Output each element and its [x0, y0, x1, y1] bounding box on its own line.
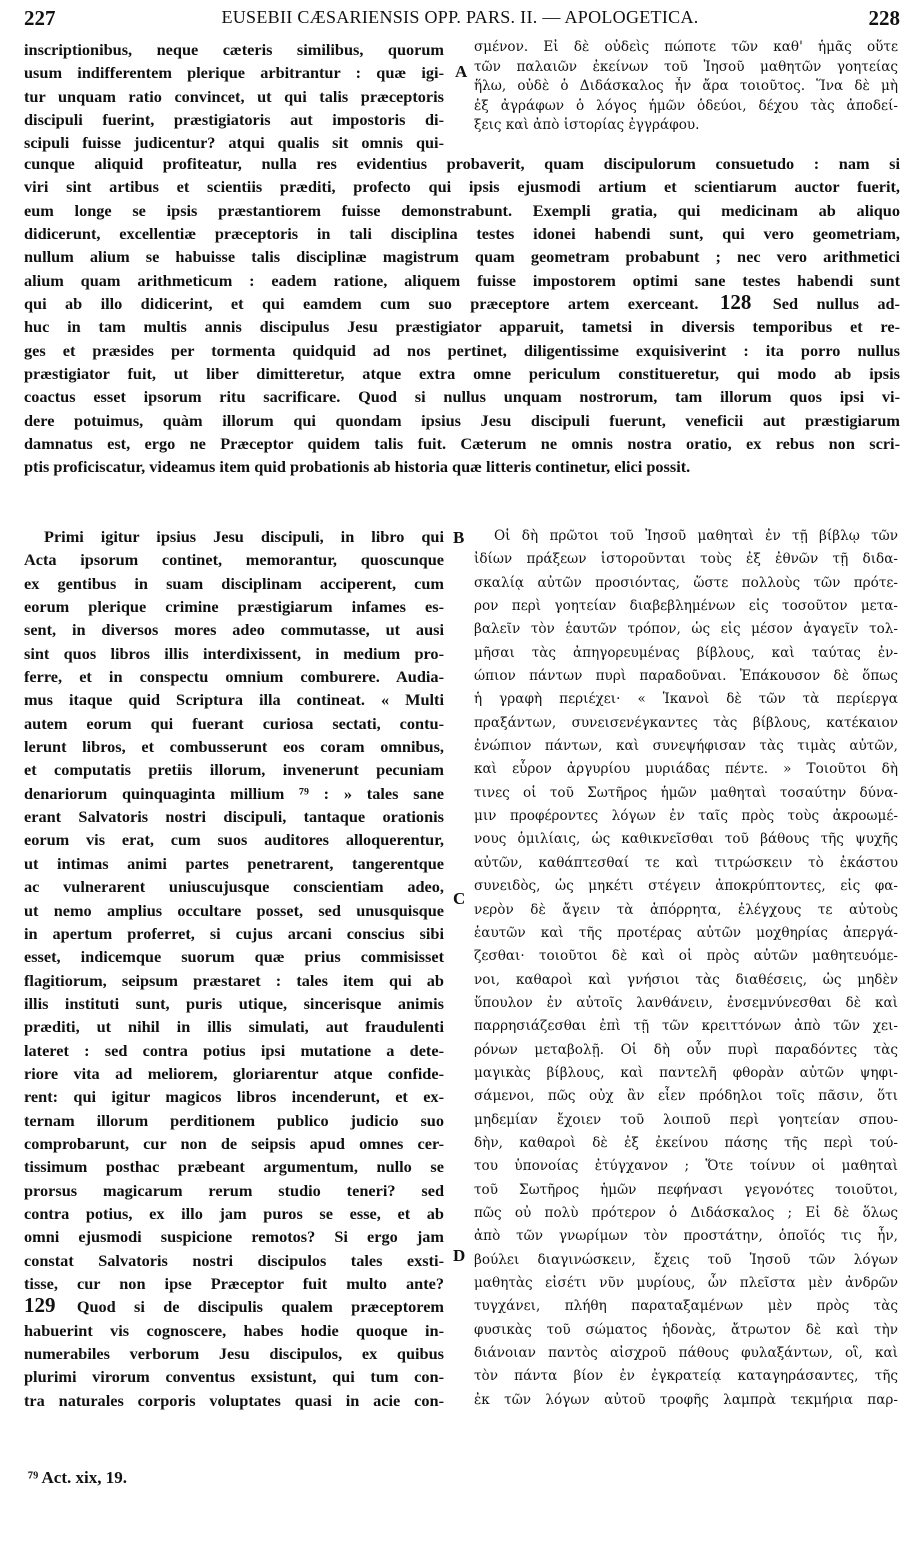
- text-line: omni ejusmodi suspicione remotos? Si ergo jam: [24, 1227, 444, 1247]
- text-line: scipuli fuisse judicentur? atqui qualis sit omnis qui-: [24, 133, 444, 153]
- text-line: contra potius, ex illo jam puros se esse, et ab: [24, 1203, 444, 1223]
- text-line: præditi, ut nihil in illis simulati, aut fraudulenti: [24, 1017, 444, 1037]
- text-line: sint quos libros illis interdixissent, in medium pro-: [24, 643, 444, 663]
- text-line: riore vita ad meliorem, gloriarentur atque confide-: [24, 1063, 444, 1083]
- text-line: ρον περὶ γοητείαν διαβεβλημένων εἰς τοσοῦτον μετα-: [474, 598, 898, 615]
- text-line: damnatus est, ergo ne Præceptor quidem talis fuit. Cæterum ne omnis nostra oratio, ex rebus non scri-: [24, 434, 900, 454]
- line-part: Sed nullus ad-: [772, 294, 900, 314]
- text-line: ferre, et in conspectu omnium comburere. Audia-: [24, 667, 444, 687]
- text-line: τῶν παλαιῶν ἐκείνων τοῦ Ἰησοῦ μαθητῶν γοητείας: [474, 58, 898, 75]
- text-line: ut nemo amplius occultare posset, sed unusquisque: [24, 900, 444, 920]
- text-line: cunque aliquid profiteatur, nulla res evidentius probaverit, quam discipulorum consuetudo : nam si: [24, 154, 900, 173]
- text-line: inscriptionibus, neque cæteris similibus, quorum: [24, 40, 444, 59]
- text-line: autem eorum qui fuerant curiosa sectati, contu-: [24, 713, 444, 733]
- text-line: σκαλίᾳ αὐτῶν προσιόντας, ὥστε πολλοὺς τῶν πρότε-: [474, 574, 898, 591]
- text-line: mus itaque quid Scriptura illa contineat. « Multi: [24, 690, 444, 710]
- text-line: νερὸν δὲ ἄγειν τὰ ἀπόρρητα, ἐλέγχους τε αὐτοὺς: [474, 901, 898, 918]
- text-line: denariorum quinquaginta millium ⁷⁹ : » tales sane: [24, 783, 444, 803]
- text-line: του ὑπονοίας ἐτύγχανον ; Ὅτε τοίνυν οἱ μαθηταὶ: [474, 1158, 898, 1175]
- text-line: διάνοιαν παντὸς αἰσχροῦ πάθους φυλαξάντων, οἳ, καὶ: [474, 1345, 898, 1362]
- text-line: τὸν πάντα βίον ἐν ἐγκρατείᾳ καταγηράσαντες, τῆς: [474, 1368, 898, 1385]
- text-line: tissimum posthac præbeant argumentum, nullo se: [24, 1157, 444, 1177]
- left-latin-column: [24, 525, 444, 1412]
- text-line: πραξάντων, συνεισενέγκαντες τὰς βίβλους, κατέκαιον: [474, 714, 898, 731]
- section-number-129: 129: [24, 1295, 56, 1318]
- text-line: ex gentibus in suam disciplinam acciperent, cum: [24, 573, 444, 593]
- text-line: μαθητὰς εἰσέτι νῦν μυρίους, ὧν πλεῖστα μὲν ἀνδρῶν: [474, 1275, 898, 1291]
- line-part: qui ab illo didicerint, et qui eamdem cum suo præceptore artem exerceant.: [24, 294, 699, 314]
- text-line: ρόνων μεταβολῇ. Οἱ δὴ οὖν πυρὶ παραδόντες τὰς: [474, 1041, 898, 1058]
- text-line: didicerunt, excellentiæ præceptoris in tali disciplina testes idonei habendi sunt, qui vero geometriam,: [24, 224, 900, 244]
- text-line: flagitiorum, seipsum præstaret : tales item qui ab: [24, 970, 444, 990]
- text-line: ώπιον πάντων πυρὶ παραδοῦναι. Ἐπάκουσον δὲ ὅπως: [474, 668, 898, 685]
- text-line: μῆσαι τὰς ἀπηγορευμένας βίβλους, καὶ ταύτας ἐν-: [474, 644, 898, 661]
- footnote: ⁷⁹ Act. xix, 19.: [28, 1468, 127, 1487]
- text-line: ac vulnerarent uniuscujusque conscientiam adeo,: [24, 877, 444, 897]
- text-line: præstigiator fuit, ut liber dimitteretur, atque extra omne periculum constitueretur, qui modo ab ipsis: [24, 364, 900, 384]
- text-line: ξεις καὶ ἀπὸ ἱστορίας ἐγγράφου.: [474, 117, 700, 133]
- text-line: lateret : sed contra potius ipsi mutatione a dete-: [24, 1040, 444, 1060]
- text-line: tra naturales corporis voluptates quasi in acie con-: [24, 1390, 444, 1410]
- text-line: habuerint vis cognoscere, habes hodie quoque in-: [24, 1320, 444, 1340]
- text-line: καὶ εὗρον ἀργυρίου μυριάδας πέντε. » Τοιοῦτοι δὴ: [474, 761, 898, 778]
- margin-letter-c: C: [453, 889, 466, 908]
- text-line-with-section-128: [24, 292, 900, 315]
- text-line: eorum plerique crimine præstigiarum infames es-: [24, 597, 444, 617]
- text-line: σάμενοι, πῶς οὐχ ἂν εἶεν πρόδηλοι τοῖς πᾶσιν, ὅτι: [474, 1088, 898, 1105]
- text-line: ἐνώπιον πάντων, καὶ συνεψήφισαν τὰς τιμὰς αὐτῶν,: [474, 738, 898, 755]
- text-line: βούλει διαγινώσκειν, ἔχεις τοῦ Ἰησοῦ τῶν λόγων: [474, 1251, 898, 1268]
- text-line: ἐκ τῶν λόγων αὐτοῦ τροφῆς λαμπρὰ τεκμήρια παρ-: [474, 1391, 898, 1408]
- text-line: μιν προφέροντες λόγων ἐν ταῖς πρὸς τοὺς ἀκροωμέ-: [474, 808, 898, 825]
- text-line: αὐτῶν, καθάπτεσθαί τε καὶ τιτρώσκειν τὸ ἑκάστου: [474, 854, 898, 871]
- text-line: rent: qui igitur magicos libros incenderunt, et ex-: [24, 1087, 444, 1107]
- text-line: ges et præsides per tormenta quidquid ad nos pertinet, diligentissime exquisiverint : ita porro nullus: [24, 340, 900, 360]
- text-line: ζεσθαι· τοιοῦτοι δὲ καὶ οἱ πρὸς αὐτῶν μαθητευόμε-: [474, 948, 898, 965]
- page-number-right: 228: [868, 6, 900, 30]
- text-line-with-section-129: [24, 1295, 444, 1318]
- text-line: erant Salvatoris nostri discipuli, tantaque orationis: [24, 807, 444, 827]
- text-line: tur unquam ratio convincet, ut qui talis præceptoris: [24, 86, 444, 106]
- text-line: illis instituti sunt, puris utique, sincerisque animis: [24, 993, 444, 1013]
- text-line: παρρησιάζεσθαι ἐπὶ τῇ τῶν κρειττόνων ἀπὸ τῶν χει-: [474, 1018, 898, 1035]
- text-line: σμένον. Εἰ δὲ οὐδεὶς πώποτε τῶν καθ' ἡμᾶς οὕτε: [474, 39, 898, 55]
- text-line: τοῦ Σωτῆρος ἡμῶν πεφήνασι γεγονότες τοιοῦτοι,: [474, 1181, 898, 1198]
- margin-letter-a: A: [455, 62, 468, 81]
- text-line: φυσικὰς τοῦ σώματος ἡδονὰς, ἄτρωτον δὲ καὶ τὴν: [474, 1321, 898, 1338]
- text-line: Primi igitur ipsius Jesu discipuli, in libro qui: [44, 527, 444, 546]
- running-title: EUSEBII CÆSARIENSIS OPP. PARS. II. — APOLOGETICA.: [221, 7, 699, 27]
- full-width-latin-paragraph: [24, 152, 900, 479]
- text-line: esset, indicemque suorum quæ prius commisisset: [24, 947, 444, 967]
- top-latin-column: [24, 38, 444, 155]
- text-line: νους ὁμιλίαις, ὡς καθικνεῖσθαι τοῦ βάθους τῆς ψυχῆς: [474, 831, 898, 848]
- margin-letter-d: D: [453, 1246, 466, 1265]
- text-line: prorsus magicarum rerum studio teneri? sed: [24, 1180, 444, 1200]
- right-greek-column: [474, 525, 898, 1412]
- text-line: πῶς οὐ πολὺ πρότερον ὁ Διδάσκαλος ; Εἰ δὲ ὅλως: [474, 1204, 898, 1221]
- text-line: constat Salvatoris nostri discipulos tales exsti-: [24, 1250, 444, 1270]
- text-line: alium quam arithmeticum : eadem ratione, aliquem fuisse impostorem optimi sane testes habendi sunt: [24, 270, 900, 290]
- text-line: ἥλω, οὐδὲ ὁ Διδάσκαλος ἦν ἄρα τοιοῦτος. Ἵνα δὲ μὴ: [474, 78, 898, 94]
- text-line: viri sint artibus et scientiis præditi, profecto qui ipsis ejusmodi artium et scientiarum auctor fuerit,: [24, 177, 900, 197]
- text-line: ὕπουλον ἐν αὐτοῖς λανθάνειν, ἐνσεμνύνεσθαι δὲ καὶ: [474, 994, 898, 1011]
- text-line: ἀπὸ τῶν γνωρίμων τὸν προστάτην, ὁποῖός τις ἦν,: [474, 1228, 898, 1245]
- text-line: νοι, καθαροὶ καὶ γνήσιοι τὰς διαθέσεις, ὡς μηδὲν: [474, 971, 898, 988]
- margin-letter-b: B: [453, 528, 465, 547]
- text-line: μαγικὰς βίβλους, καὶ παντελῆ φθορὰν αὐτῶν ψηφι-: [474, 1064, 898, 1081]
- text-line: et computatis pretiis illorum, invenerunt pecuniam: [24, 760, 444, 780]
- section-number-128: 128: [719, 292, 752, 315]
- text-line: δὴν, καθαροὶ δὲ ἐξ ἐκείνου πάσης τῆς περὶ τού-: [474, 1134, 898, 1151]
- line-part: Quod si de discipulis qualem præceptorem: [76, 1297, 444, 1317]
- text-line: eorum vis erat, cum suos auditores alloquerentur,: [24, 830, 444, 850]
- text-line: nullum alium se habuisse talis disciplinæ magistrum quam geometram probabunt ; nec vero arithmetici: [24, 247, 900, 267]
- text-line: ἑαυτῶν καὶ τῆς προτέρας αὐτῶν μοχθηρίας ἀπεργά-: [474, 924, 898, 941]
- text-line: usum indifferentem plerique arbitrantur : quæ igi-: [24, 63, 444, 83]
- text-line: Οἱ δὴ πρῶτοι τοῦ Ἰησοῦ μαθηταὶ ἐν τῇ βίβλῳ τῶν: [494, 528, 898, 544]
- text-line: συνειδὸς, ὡς μηκέτι στέγειν ἀποκρύπτοντες, εἰς φα-: [474, 878, 898, 895]
- text-line: ἰδίων πράξεων ἱστοροῦνται τοὺς ἐξ ἐθνῶν τῇ διδα-: [474, 551, 898, 568]
- text-line: μηδεμίαν ἔχοιεν τοῦ λοιποῦ περὶ γοητείαν σπου-: [474, 1111, 898, 1128]
- text-line: coactus esset ipsorum ritu sacrificare. Quod si nullus unquam nostrorum, tam illorum quos ipsi vi-: [24, 387, 900, 407]
- text-line: Acta ipsorum continet, memorantur, quoscunque: [24, 550, 444, 570]
- text-line: numerabiles verborum Jesu discipulos, ex quibus: [24, 1344, 444, 1364]
- page-number-left: 227: [24, 6, 56, 30]
- text-line: lerunt libros, et combusserunt eos coram omnibus,: [24, 737, 444, 757]
- text-line: ἐξ ἀγράφων ὁ λόγος ἡμῶν ὁδεύοι, δέχου τὰς ἀποδεί-: [474, 97, 898, 114]
- text-line: τινες οἱ τοῦ Σωτῆρος ἡμῶν μαθηταὶ τοσαύτην δύνα-: [474, 784, 898, 801]
- text-line: ἡ γραφὴ περιέχει· « Ἱκανοὶ δὲ τῶν τὰ περίεργα: [474, 691, 898, 708]
- top-greek-column: [474, 38, 898, 136]
- text-line: τυγχάνει, πλήθη παραταξαμένων μὲν πρὸς τὰς: [474, 1298, 898, 1315]
- text-line: discipuli fuerint, præstigiatoris aut impostoris di-: [24, 110, 444, 130]
- text-line: huc in tam multis annis discipulus Jesu præstigiator apparuit, tametsi in diversis temporibus et re-: [24, 317, 900, 337]
- text-line: βαλεῖν τὸν ἑαυτῶν τρόπον, ὡς εἰς μέσον ἀγαγεῖν τολ-: [474, 621, 898, 638]
- text-line: ut intimas animi partes penetrarent, tangerentque: [24, 853, 444, 873]
- text-line: ternam illorum perditionem publico judicio suo: [24, 1110, 444, 1130]
- text-line: eum longe se ipsis præstantiorem fuisse demonstrabunt. Exempli gratia, qui medicinam ab aliquo: [24, 200, 900, 220]
- text-line: ptis proficiscatur, videamus item quid probationis ab historia quæ litteris continetur, elici possit.: [24, 457, 691, 477]
- text-line: sent, in diversos mores adeo commutasse, ut ausi: [24, 620, 444, 640]
- text-line: in apertum proferret, si cujus arcani conscius sibi: [24, 923, 444, 943]
- text-line: comprobarunt, cur non de seipsis apud omnes cer-: [24, 1133, 444, 1153]
- text-line: tisse, cur non ipse Præceptor fuit multo ante?: [24, 1274, 444, 1293]
- running-header: [20, 6, 900, 36]
- text-line: plurimi virorum conventus exsistunt, qui tum con-: [24, 1367, 444, 1387]
- text-line: dere potuimus, quàm illorum qui quondam ipsius Jesu discipuli fuerunt, veneficii aut præstigiarum: [24, 410, 900, 430]
